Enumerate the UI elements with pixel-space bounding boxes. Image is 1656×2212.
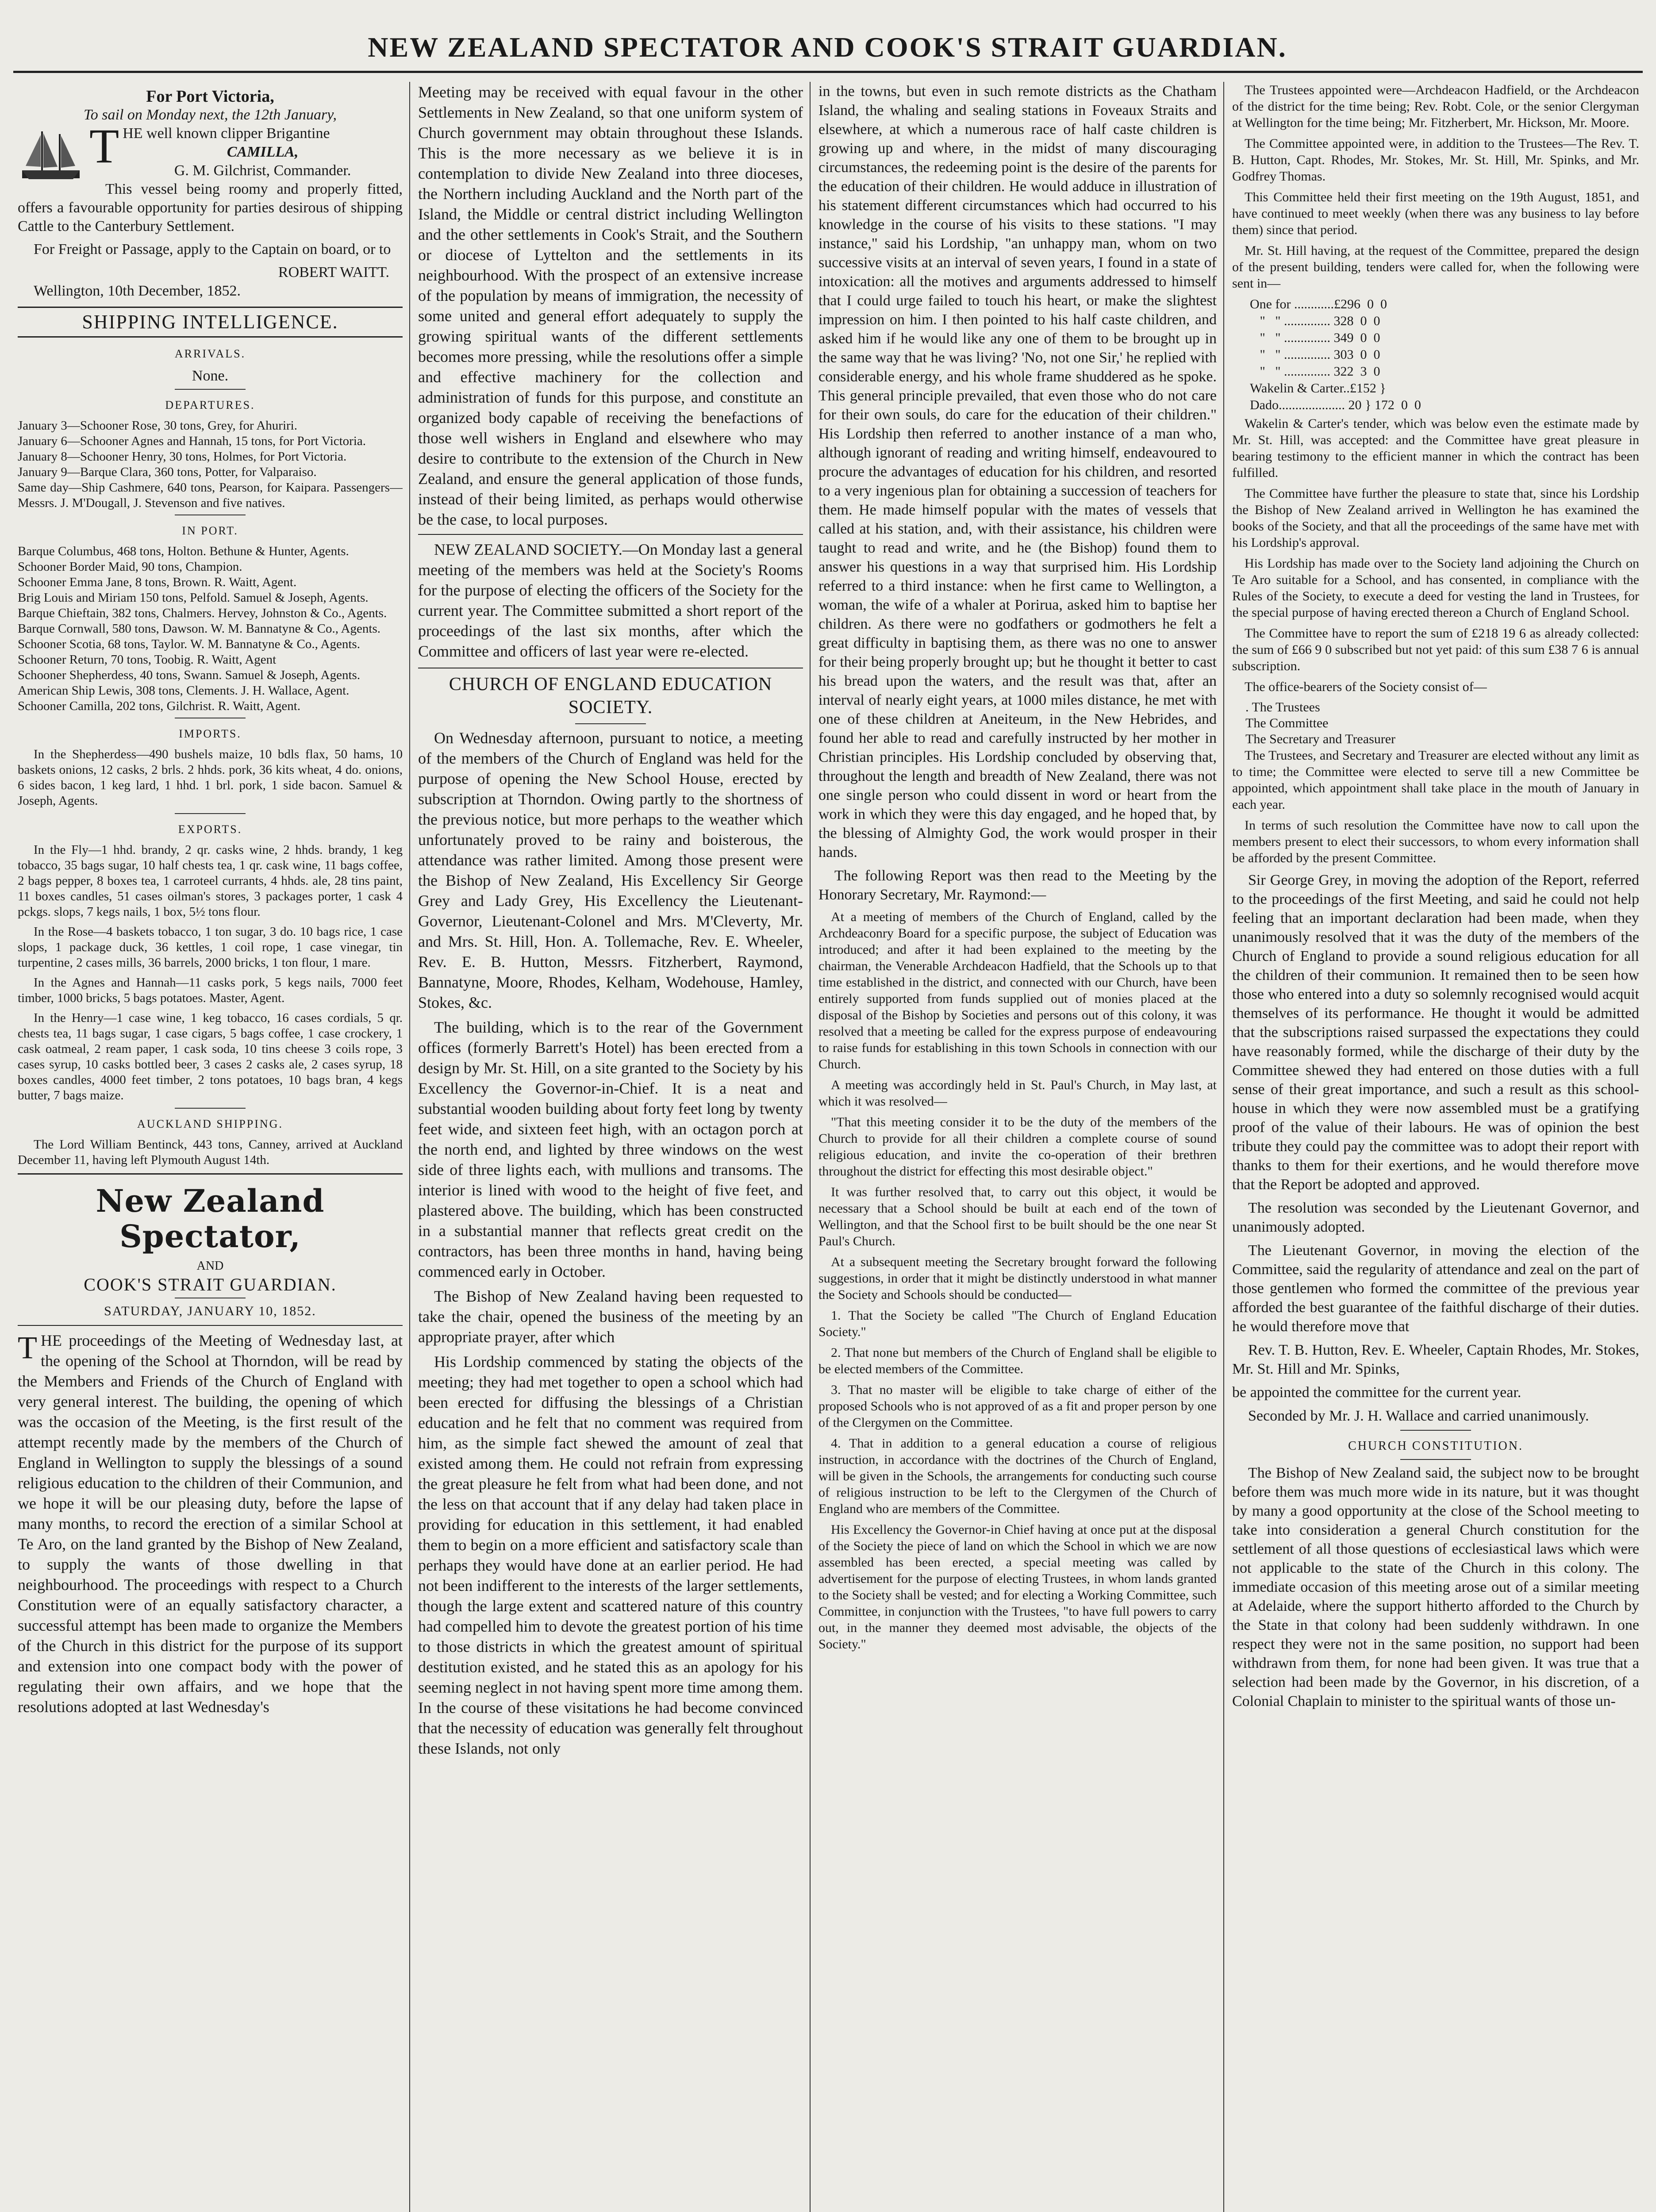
constitution-paragraph: The Bishop of New Zealand said, the subject now to be brought before them was much more wide in its nature, but it was thought by many a good opportunity at the close of the School meeting to take into consideration a general Church constitution for the settlement of all those questions of ecclesiastical laws which were not applicable to the state of the Church in this colony. The immediate occasion of this meeting arose out of a similar meeting at Adelaide, where the support hitherto afforded to the Church by the State in that colony had been suddenly withdrawn. In one respect they were not in the same position, no support had been withdrawn from them, for none had been given. It was true that a selection had been made by the Governor, in his discretion, of a Colonial Chaplain to minister to the spiritual wants of those un-	[1232, 1465, 1639, 1709]
ad-date: Wellington, 10th December, 1852.	[34, 283, 241, 299]
section-rule	[18, 1173, 403, 1175]
divider	[175, 389, 246, 390]
report-paragraph: At a subsequent meeting the Secretary brought forward the following suggestions, in order that it might be distinctly understood in what manner the Society and Schools should be conducted—	[818, 1255, 1217, 1302]
ad-subheading: To sail on Monday next, the 12th January,	[84, 107, 337, 123]
in-port-item: Schooner Camilla, 202 tons, Gilchrist. R. Waitt, Agent.	[18, 699, 301, 713]
paper-date: SATURDAY, JANUARY 10, 1852.	[104, 1304, 316, 1318]
departure-item: January 3—Schooner Rose, 30 tons, Grey, for Ahuriri.	[18, 419, 297, 433]
editorial-lead: HE proceedings of the Meeting of Wednesday last, at the opening of the School at Thorndon, will be read by the Members and Friends of the Church of England with very general interest. The building, the opening of which was the occasion of the Meeting, is the first result of the attempt recently made by the members of the Church of England in Wellington to supply the blessings of a sound religious education to the children of their Communion, and we hope it will be our pleasing duty, before the lapse of many months, to record the erection of a similar School at Te Aro, on the land granted by the Bishop of New Zealand, to supply the wants of those dwelling in that neighbourhood. The proceedings with respect to a Church Constitution were of an equally satisfactory character, a successful attempt has been made to organize the Members of the Church in this district for the purpose of its support and extension into one compact body with the power of regulating their own affairs, and we hope that the resolutions adopted at last Wednesday's	[18, 1332, 403, 1716]
tender-row: " " .............. 349 0 0	[1250, 330, 1380, 345]
report-paragraph: Wakelin & Carter's tender, which was below even the estimate made by Mr. St. Hill, was accepted: and the Committee have great pleasure in bearing testimony to the efficient manner in which the contract has been fulfilled.	[1232, 416, 1639, 480]
tenders-table	[1250, 296, 1639, 414]
tender-row: Dado.................... 20 } 172 0 0	[1250, 398, 1421, 412]
in-port-item: Schooner Emma Jane, 8 tons, Brown. R. Waitt, Agent.	[18, 575, 297, 589]
committee-names: Rev. T. B. Hutton, Rev. E. Wheeler, Captain Rhodes, Mr. Stokes, Mr. St. Hill and Mr. Spinks,	[1232, 1342, 1639, 1377]
exports-heading: EXPORTS.	[178, 823, 242, 836]
divider	[575, 723, 646, 724]
report-paragraph: The Committee appointed were, in addition to the Trustees—The Rev. T. B. Hutton, Capt. Rhodes, Mr. Stokes, Mr. St. Hill, Mr. Spinks, and Mr. Godfrey Thomas.	[1232, 136, 1639, 184]
in-port-item: Schooner Scotia, 68 tons, Taylor. W. M. Bannatyne & Co., Agents.	[18, 637, 360, 651]
departure-item: January 9—Barque Clara, 360 tons, Potter, for Valparaiso.	[18, 465, 317, 479]
imports-heading: IMPORTS.	[179, 727, 242, 740]
report-paragraph: The office-bearers of the Society consist of—	[1245, 680, 1487, 694]
report-paragraph: The Committee have to report the sum of £218 19 6 as already collected: the sum of £66 9 0 subscribed but not yet paid: of this sum £38 7 6 is annual subscription.	[1232, 626, 1639, 673]
auckland-text: The Lord William Bentinck, 443 tons, Canney, arrived at Auckland December 11, having left Plymouth August 14th.	[18, 1137, 403, 1167]
column-3	[818, 82, 1217, 2212]
tender-row: " " .............. 328 0 0	[1250, 314, 1380, 328]
divider	[1400, 1430, 1471, 1431]
report-paragraph: In terms of such resolution the Committee have now to call upon the members present to elect their successors, to whom every information shall be afforded by the present Committee.	[1232, 818, 1639, 865]
lordship-paragraph: His Lordship commenced by stating the objects of the meeting; they had met together to open a school which had been erected for diffusing the blessings of a Christian education and he felt that no comment was required from him, as the simple fact shewed the amount of zeal that existed among them. He could not refrain from expressing the great pleasure he felt from what had been done, and not the less on that account that if any delay had taken place in providing for education in this settlement, it had enabled them to begin on a more efficient and satisfactory scale than perhaps they would have done at an earlier period. He had not been indifferent to the interests of the larger settlements, though the large extent and scattered nature of this country had compelled him to devote the greatest portion of his time to those districts in which the greatest amount of spiritual destitution existed, and he stated this as an apology for his seeming neglect in not having spent more time among them. In the course of these visitations he had become convinced that the necessity of education was generally felt throughout these Islands, not only	[418, 1353, 803, 1757]
nz-society-report: NEW ZEALAND SOCIETY.—On Monday last a general meeting of the members was held at the Society's Rooms for the purpose of electing the officers of the Society for the current year. The Committee submitted a short report of the proceedings of the last six months, after which the Committee and officers of last year were re-elected.	[418, 541, 803, 660]
column-4	[1232, 82, 1639, 2212]
report-paragraph: A meeting was accordingly held in St. Paul's Church, in May last, at which it was resolved—	[818, 1078, 1217, 1109]
column-1	[18, 82, 403, 2212]
in-port-item: Brig Louis and Miriam 150 tons, Pelfold. Samuel & Joseph, Agents.	[18, 591, 369, 605]
education-society-heading: CHURCH OF ENGLAND EDUCATION SOCIETY.	[418, 668, 803, 719]
vessel-commander: G. M. Gilchrist, Commander.	[174, 162, 351, 179]
report-rule: 1. That the Society be called "The Church of England Education Society."	[818, 1308, 1217, 1339]
meeting-paragraph: On Wednesday afternoon, pursuant to notice, a meeting of the members of the Church of England was held for the purpose of opening the New School House, erected by subscription at Thorndon. Owing partly to the shortness of the previous notice, but more perhaps to the weather which unfortunately proved to be rainy and boisterous, the attendance was rather limited. Among those present were the Bishop of New Zealand, His Excellency Sir George Grey and Lady Grey, His Excellency the Lieutenant-Governor, Lieutenant-Colonel and Mrs. M'Cleverty, Mr. and Mrs. St. Hill, Hon. A. Tollemache, Rev. E. Wheeler, Rev. E. B. Hutton, Messrs. Fitzherbert, Raymond, Bannatyne, Moore, Rhodes, Kelham, Wodehouse, Hamley, Stokes, &c.	[418, 729, 803, 1011]
drop-cap: T	[18, 1330, 37, 1365]
exports-item: In the Agnes and Hannah—11 casks pork, 5 kegs nails, 7000 feet timber, 1000 bricks, 5 bags potatoes. Master, Agent.	[18, 975, 403, 1005]
officer-item: The Committee	[1245, 716, 1329, 730]
editorial-continued: Meeting may be received with equal favour in the other Settlements in New Zealand, so that one uniform system of Church government may obtain throughout these Islands. This is the more necessary as we believe it is in contemplation to divide New Zealand into three dioceses, the Northern including Auckland and the North part of the Island, the Middle or central district including Wellington and the other settlements in Cook's Strait, and the Southern or diocese of Lyttelton and the settlements in its neighbourhood. With the prospect of an extensive increase of the population by means of immigration, the necessity of some united and general effort adequately to supply the growing spiritual wants of the different settlements becomes more pressing, while the resolutions offer a simple and effective machinery for the collection and administration of funds for this purpose, and constitute an organized body capable of receiving the benefactions of those well wishers in England and elsewhere who may desire to contribute to the extension of the Church in New Zealand, and ensure the general application of those funds, instead of their being limited, as perhaps would otherwise be the case, to local purposes.	[418, 83, 803, 528]
ad-signer: ROBERT WAITT.	[278, 264, 389, 280]
ship-illustration	[18, 127, 84, 184]
tender-row: " " .............. 303 0 0	[1250, 347, 1380, 362]
tender-row: One for ............£296 0 0	[1250, 297, 1387, 311]
church-constitution-heading: CHURCH CONSTITUTION.	[1348, 1439, 1523, 1453]
in-port-item: Schooner Border Maid, 90 tons, Champion.	[18, 560, 242, 574]
divider	[175, 1108, 246, 1109]
imports-text: In the Shepherdess—490 bushels maize, 10 bdls flax, 50 hams, 10 baskets onions, 12 casks, 2 brls. 2 hhds. pork, 36 kits wheat, 4 do. onions, 6 sides bacon, 1 keg lard, 1 hhd. 1 brl. pork, 1 side bacon. Samuel & Joseph, Agents.	[18, 747, 403, 808]
section-rule	[18, 1325, 403, 1326]
paper-subtitle: COOK'S STRAIT GUARDIAN.	[84, 1275, 337, 1294]
in-port-heading: IN PORT.	[182, 524, 238, 537]
ad-line: HE well known clipper Brigantine	[123, 125, 330, 142]
report-intro: The following Report was then read to the Meeting by the Honorary Secretary, Mr. Raymond:—	[818, 868, 1217, 903]
building-paragraph: The building, which is to the rear of the Government offices (formerly Barrett's Hotel) has been erected from a design by Mr. St. Hill, on a site granted to the Society by his Excellency the Governor-in-Chief. It is a neat and substantial wooden building about forty feet long by twenty feet wide, and sixteen feet high, with an octagon porch at the north end, and lighted by three windows on the west side of three lights each, with mullions and transoms. The interior is lined with wood to the height of five feet, and plastered above. The building, which has been constructed in a substantial manner that reflects great credit on the contractors, has been three months in hand, having being commenced early in October.	[418, 1018, 803, 1280]
shipping-title: SHIPPING INTELLIGENCE.	[18, 307, 403, 338]
report-paragraph: His Excellency the Governor-in Chief having at once put at the disposal of the Society the piece of land on which the School in which we are now assembled has been erected, a special meeting was called by advertisement for the purpose of electing Trustees, in whom lands granted to the Society shall be vested; and for electing a Working Committee, such Committee, in conjunction with the Trustees, "to have full powers to carry out, in the manner they deemed most advisable, the objects of the Society."	[818, 1522, 1217, 1651]
exports-item: In the Rose—4 baskets tobacco, 1 ton sugar, 3 do. 10 bags rice, 1 case slops, 1 package duck, 36 kettles, 1 coil rope, 1 case vinegar, tin turpentine, 2 cases mills, 36 barrels, 2000 bricks, 1 ton flour, 1 mare.	[18, 925, 403, 970]
officer-item: . The Trustees	[1245, 700, 1320, 714]
auckland-heading: AUCKLAND SHIPPING.	[137, 1118, 283, 1130]
seconded-paragraph: Seconded by Mr. J. H. Wallace and carried unanimously.	[1248, 1408, 1589, 1424]
exports-item: In the Henry—1 case wine, 1 keg tobacco, 16 cases cordials, 5 qr. chests tea, 11 bags sugar, 1 case cigars, 5 bags coffee, 1 case crockery, 1 cask oatmeal, 2 ream paper, 1 cask soda, 10 tins cheese 3 coils rope, 3 cases syrup, 10 casks bottled beer, 3 cases 2 casks ale, 2 cases syrup, 18 boxes candles, 4000 feet timber, 2 tons potatoes, 10 bags bran, 4 kegs butter, 7 bags maize.	[18, 1011, 403, 1102]
report-rule: 2. That none but members of the Church of England shall be eligible to be elected members of the Committee.	[818, 1345, 1217, 1376]
ad-freight: For Freight or Passage, apply to the Captain on board, or to	[34, 241, 391, 257]
column-divider	[409, 82, 410, 2212]
in-port-item: Barque Cornwall, 580 tons, Dawson. W. M. Bannatyne & Co., Agents.	[18, 622, 381, 636]
in-port-item: American Ship Lewis, 308 tons, Clements. J. H. Wallace, Agent.	[18, 684, 350, 698]
arrivals-heading: ARRIVALS.	[174, 347, 246, 360]
column-divider	[810, 82, 811, 2212]
departure-item: Same day—Ship Cashmere, 640 tons, Pearson, for Kaipara. Passengers—Messrs. J. M'Dougall, J. Stevenson and five natives.	[18, 480, 403, 510]
arrivals-text: None.	[192, 368, 229, 384]
masthead: NEW ZEALAND SPECTATOR AND COOK'S STRAIT GUARDIAN.	[368, 31, 1287, 63]
departures-heading: DEPARTURES.	[165, 399, 255, 411]
column-divider	[1223, 82, 1224, 2212]
in-port-item: Barque Chieftain, 382 tons, Chalmers. Hervey, Johnston & Co., Agents.	[18, 606, 387, 620]
in-port-item: Schooner Return, 70 tons, Toobig. R. Waitt, Agent	[18, 653, 277, 667]
divider	[175, 813, 246, 814]
resolution-seconded: The resolution was seconded by the Lieutenant Governor, and unanimously adopted.	[1232, 1200, 1639, 1235]
report-paragraph: Mr. St. Hill having, at the request of the Committee, prepared the design of the present building, tenders were called for, when the following were sent in—	[1232, 243, 1639, 291]
report-paragraph: The Committee have further the pleasure to state that, since his Lordship the Bishop of New Zealand arrived in Wellington he has examined the books of the Society, and that all the proceedings of the same have met with his Lordship's approval.	[1232, 486, 1639, 550]
exports-item: In the Fly—1 hhd. brandy, 2 qr. casks wine, 2 hhds. brandy, 1 keg tobacco, 35 bags sugar, 10 half chests tea, 1 qr. cask wine, 11 bags coffee, 2 bags pepper, 8 boxes tea, 1 carroteel currants, 4 hhds. ale, 28 tins paint, 11 boxes candles, 51 cases oilman's stores, 3 packages porter, 1 cask 4 pckgs. slops, 7 kegs nails, 1 box, 5½ tons flour.	[18, 843, 403, 919]
report-paragraph: The Trustees appointed were—Archdeacon Hadfield, or the Archdeacon of the district for the time being; Rev. Robt. Cole, or the senior Clergyman at Wellington for the time being; Mr. Fitzherbert, Mr. Hickson, Mr. Moore.	[1232, 83, 1639, 130]
report-resolution: "That this meeting consider it to be the duty of the members of the Church to provide for all their children a complete course of sound religious education, and invite the co-operation of their brethren throughout the district for effecting this most desirable object."	[818, 1115, 1217, 1179]
departure-item: January 8—Schooner Henry, 30 tons, Holmes, for Port Victoria.	[18, 449, 347, 464]
lieutenant-governor-paragraph: The Lieutenant Governor, in moving the election of the Committee, said the regularity of attendance and zeal on the part of those gentlemen who formed the committee of the previous year afforded the best guarantee of the faithful discharge of their duties. he would therefore move that	[1232, 1242, 1639, 1335]
ad-body: This vessel being roomy and properly fitted, offers a favourable opportunity for parties desirous of shipping Cattle to the Canterbury Settlement.	[18, 181, 403, 234]
section-rule	[418, 534, 803, 535]
divider	[1400, 1459, 1471, 1460]
departure-item: January 6—Schooner Agnes and Hannah, 15 tons, for Port Victoria.	[18, 434, 366, 448]
column-2	[418, 82, 803, 2212]
drop-cap: T	[89, 119, 119, 173]
in-port-item: Schooner Shepherdess, 40 tons, Swann. Samuel & Joseph, Agents.	[18, 668, 361, 682]
in-port-item: Barque Columbus, 468 tons, Holton. Bethune & Hunter, Agents.	[18, 544, 349, 558]
report-paragraph: At a meeting of members of the Church of England, called by the Archdeaconry Board for a specific purpose, the subject of Education was introduced; and after it had been explained to the meeting by the chairman, the Venerable Archdeacon Hadfield, that the Schools up to that time established in the district, and connected with our Church, have been entirely supported from funds supplied out of monies placed at the disposal of the Bishop by Societies and persons out of this colony, it was resolved that a meeting be called for the express purpose of endeavouring to raise funds for establishing in this town Schools in connection with our Church.	[818, 910, 1217, 1071]
sir-george-grey-paragraph: Sir George Grey, in moving the adoption of the Report, referred to the proceedings of the first Meeting, and said he could not help feeling that an important declaration had been made, when they unanimously resolved that it was the duty of the members of the Church of England to provide a sound religious education for all the children of their communion. It remained then to be seen how those who entered into a duty so solemnly recognised would acquit themselves of its performance. He thought it would be admitted that the subscriptions raised surpassed the expectations they could have reasonably formed, while the discharge of their duty by the Committee shewed they had entered on those duties with a full sense of their great importance, and such a result as this school-house in which they were now assembled must be a gratifying proof of the value of their labours. He was of opinion the best tribute they could pay the committee was to adopt their report with thanks to them for their exertions, and he would therefore move that the Report be adopted and approved.	[1232, 872, 1639, 1193]
bishop-paragraph: The Bishop of New Zealand having been requested to take the chair, opened the business of the meeting by an appropriate prayer, after which	[418, 1287, 803, 1346]
report-rule: 4. That in addition to a general education a course of religious instruction, in accordance with the doctrines of the Church of England, will be given in the Schools, the arrangements for conducting such course of religious instruction to be left to the Clergymen of the Church of England who are members of the Committee.	[818, 1436, 1217, 1516]
report-paragraph: His Lordship has made over to the Society land adjoining the Church on Te Aro suitable for a School, and has consented, in compliance with the Rules of the Society, to execute a deed for vesting the land in Trustees, for the special purpose of having erected thereon a Church of England School.	[1232, 556, 1639, 620]
lordship-continued: in the towns, but even in such remote districts as the Chatham Island, the whaling and sealing stations in Foveaux Straits and elsewhere, at which a numerous race of half caste children is growing up and where, in the midst of many discouraging circumstances, the redeeming point is the desire of the parents for the education of their children. He would adduce in illustration of his statement different circumstances which had occurred to his knowledge in the course of his visits to these stations. "I may instance," said his Lordship, "an unhappy man, whom on two successive visits at an interval of seven years, I found in a state of intoxication: all the motives and arguments addressed to himself that I could urge failed to touch his heart, or make the slightest impression on him. I then pointed to his half caste children, and asked him if he would like any one of them to be brought up in the same way that he was living? 'No, not one Sir,' he replied with considerable energy, and his whole frame shuddered as he spoke. This general principle prevailed, that even those who do not care for their own souls, do care for the education of their children." His Lordship then referred to another instance of a man who, although ignorant of reading and writing himself, endeavoured to procure the advantages of education for his children, and resorted to a very ingenious plan for obtaining a succession of teachers for them. He made himself popular with the mates of vessels that called at his station, and, with their assistance, his children were taught to read and write, and he (the Bishop) found them to answer his questions in a way that surprised him. His Lordship referred to a third instance: when he first came to Wellington, a woman, the wife of a whaler at Porirua, asked him to baptise her children. As there were no godfathers or godmothers he felt a great difficulty in baptising them, as there was no one to answer for their being properly brought up; but he thought it better to cast his bread upon the waters, and the result was that, after an interval of nearly eight years, at 1000 miles distance, he met with one of these children at Aneiteum, in the New Hebrides, and found her able to read and carefully instructed by her mother in Christian principles. His Lordship concluded by observing that, throughout the length and breadth of New Zealand, there was not one single person who could dissent in word or heart from the work in which they were this day engaged, and he hoped that, by the blessing of Almighty God, the work would prosper in their hands.	[818, 83, 1217, 860]
report-rule: 3. That no master will be eligible to take charge of either of the proposed Schools who is not approved of as a fit and proper person by one of the Clergymen on the Committee.	[818, 1382, 1217, 1430]
officers-list	[1245, 699, 1639, 747]
report-paragraph: It was further resolved that, to carry out this object, it would be necessary that a School should be built at each end of the town of Wellington, and that the School first to be built should be the one near St Paul's Church.	[818, 1185, 1217, 1248]
report-paragraph: This Committee held their first meeting on the 19th August, 1851, and have continued to meet weekly (when there was any business to lay before them) since that period.	[1232, 190, 1639, 237]
paper-and: AND	[196, 1259, 224, 1273]
tender-row: Wakelin & Carter..£152 }	[1250, 381, 1386, 396]
report-paragraph: The Trustees, and Secretary and Treasurer are elected without any limit as to time; the Committee were elected to serve till a new Committee be appointed, which appointment shall take place in the mouth of January in each year.	[1232, 748, 1639, 812]
committee-appointed: be appointed the committee for the current year.	[1232, 1384, 1522, 1401]
masthead-rule	[13, 71, 1643, 73]
paper-title: New Zealand Spectator,	[96, 1183, 325, 1255]
tender-row: " " .............. 322 3 0	[1250, 364, 1380, 379]
officer-item: The Secretary and Treasurer	[1245, 732, 1396, 746]
vessel-name: CAMILLA,	[227, 144, 299, 160]
ad-heading: For Port Victoria,	[146, 87, 274, 106]
